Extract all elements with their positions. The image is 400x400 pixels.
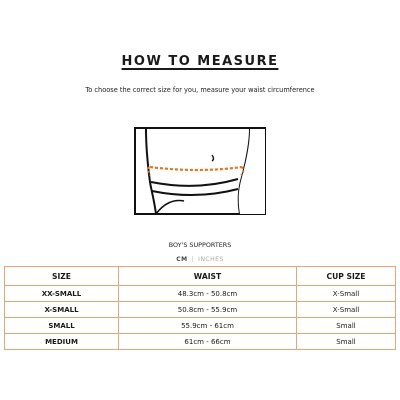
unit-cm-toggle[interactable]: CM (176, 256, 188, 263)
waist-cell: 50.8cm - 55.9cm (119, 302, 297, 318)
table-row (5, 302, 396, 318)
size-chart-table (4, 266, 396, 350)
waist-measurement-illustration (134, 127, 266, 215)
waist-cell: 61cm - 66cm (119, 334, 297, 350)
unit-separator: | (191, 256, 195, 263)
waist-cell: 55.9cm - 61cm (119, 318, 297, 334)
table-row (5, 318, 396, 334)
size-cell: X-SMALL (5, 302, 119, 318)
header-size: SIZE (5, 267, 119, 286)
waist-cell: 48.3cm - 50.8cm (119, 286, 297, 302)
size-cell: XX-SMALL (5, 286, 119, 302)
table-row (5, 334, 396, 350)
page-title-text: HOW TO MEASURE (121, 54, 279, 69)
size-cell: SMALL (5, 318, 119, 334)
torso-icon (134, 127, 266, 215)
section-title: BOY'S SUPPORTERS (168, 241, 232, 249)
unit-switch (0, 256, 400, 263)
table-row (5, 286, 396, 302)
cup-size-cell: X-Small (297, 302, 396, 318)
page-subtitle: To choose the correct size for you, measure your waist circumference (85, 86, 315, 94)
cup-size-cell: Small (297, 318, 396, 334)
cup-size-cell: X-Small (297, 286, 396, 302)
page-title (0, 54, 400, 69)
unit-inches-toggle[interactable]: INCHES (198, 256, 224, 263)
header-waist: WAIST (119, 267, 297, 286)
cup-size-cell: Small (297, 334, 396, 350)
table-header-row (5, 267, 396, 286)
size-cell: MEDIUM (5, 334, 119, 350)
header-cup-size: CUP SIZE (297, 267, 396, 286)
